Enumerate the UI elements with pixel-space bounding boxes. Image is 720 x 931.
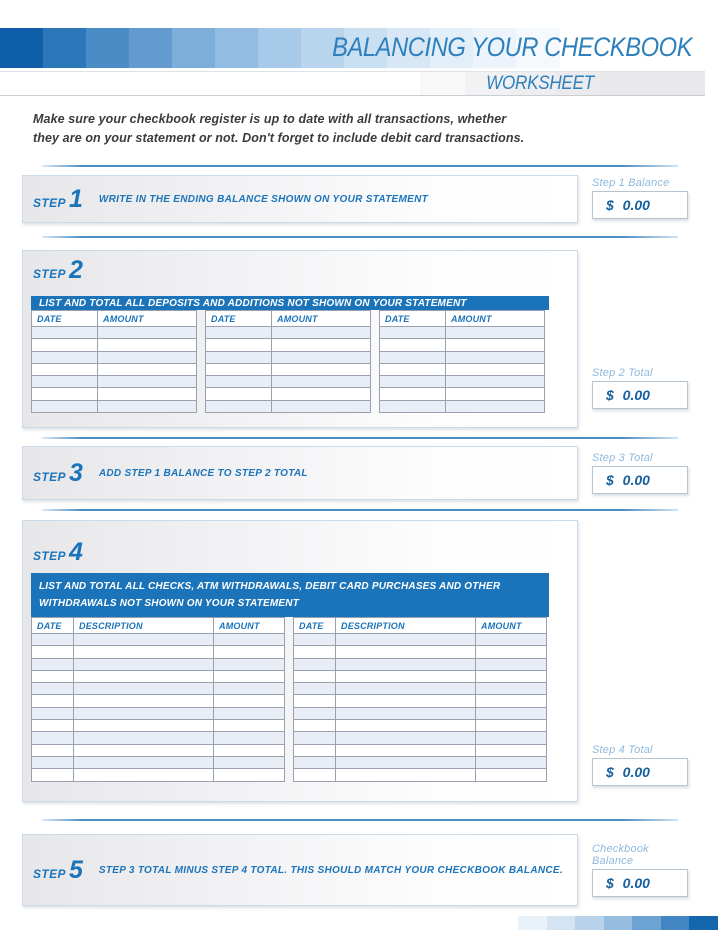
entry-cell-date[interactable] bbox=[206, 327, 272, 339]
entry-cell-description[interactable] bbox=[336, 769, 476, 781]
step-4-total-value: $ 0.00 bbox=[606, 764, 650, 780]
column-header-amount: AMOUNT bbox=[476, 618, 547, 634]
column-header-date: DATE bbox=[294, 618, 336, 634]
entry-cell-description[interactable] bbox=[336, 634, 476, 646]
step-number: 4 bbox=[68, 538, 83, 566]
table-row bbox=[206, 376, 371, 388]
checkbook-balance-field[interactable] bbox=[592, 869, 688, 897]
step-word: STEP bbox=[33, 469, 66, 484]
entry-cell-amount[interactable] bbox=[446, 327, 545, 339]
table-row bbox=[32, 646, 285, 658]
column-header-amount: AMOUNT bbox=[98, 311, 197, 327]
entry-cell-date[interactable] bbox=[206, 388, 272, 400]
column-header-date: DATE bbox=[32, 618, 74, 634]
table-row bbox=[294, 646, 547, 658]
column-header-amount: AMOUNT bbox=[214, 618, 285, 634]
step-number: 5 bbox=[68, 855, 83, 884]
step-1-instruction: WRITE IN THE ENDING BALANCE SHOWN ON YOUR STATEMENT bbox=[98, 193, 429, 205]
table-row bbox=[32, 683, 285, 695]
column-header-date: DATE bbox=[206, 311, 272, 327]
entry-cell-date[interactable] bbox=[294, 720, 336, 732]
table-row bbox=[32, 695, 285, 707]
table-row bbox=[380, 327, 545, 339]
entry-cell-amount[interactable] bbox=[272, 339, 371, 351]
entry-cell-amount[interactable] bbox=[214, 732, 285, 744]
entry-cell-amount[interactable] bbox=[214, 670, 285, 682]
step-1-heading bbox=[33, 184, 83, 213]
entry-cell-date[interactable] bbox=[32, 658, 74, 670]
entry-cell-description[interactable] bbox=[336, 744, 476, 756]
entry-cell-date[interactable] bbox=[380, 351, 446, 363]
table-row bbox=[32, 744, 285, 756]
entry-cell-amount[interactable] bbox=[272, 327, 371, 339]
step-word: STEP bbox=[33, 866, 66, 881]
entry-table-group bbox=[379, 310, 545, 413]
checkbook-balance-label: Checkbook Balance bbox=[592, 843, 649, 867]
entry-cell-amount[interactable] bbox=[98, 363, 197, 375]
entry-cell-date[interactable] bbox=[32, 756, 74, 768]
entry-cell-description[interactable] bbox=[336, 732, 476, 744]
column-header-description: DESCRIPTION bbox=[74, 618, 214, 634]
entry-cell-amount[interactable] bbox=[214, 744, 285, 756]
table-row bbox=[32, 634, 285, 646]
entry-cell-amount[interactable] bbox=[272, 363, 371, 375]
entry-cell-description[interactable] bbox=[74, 634, 214, 646]
entry-table-group bbox=[293, 617, 547, 782]
entry-cell-date[interactable] bbox=[32, 339, 98, 351]
entry-cell-description[interactable] bbox=[336, 658, 476, 670]
page-title: BALANCING YOUR CHECKBOOK bbox=[331, 32, 692, 62]
entry-cell-amount[interactable] bbox=[272, 400, 371, 412]
table-row bbox=[380, 339, 545, 351]
entry-cell-amount[interactable] bbox=[214, 646, 285, 658]
section-divider bbox=[42, 509, 678, 511]
step-4-total-group bbox=[592, 744, 690, 786]
step-3-heading bbox=[33, 458, 83, 487]
entry-cell-amount[interactable] bbox=[446, 339, 545, 351]
entry-cell-amount[interactable] bbox=[476, 695, 547, 707]
entry-cell-amount[interactable] bbox=[98, 351, 197, 363]
entry-cell-description[interactable] bbox=[336, 646, 476, 658]
entry-cell-date[interactable] bbox=[32, 363, 98, 375]
entry-cell-amount[interactable] bbox=[98, 327, 197, 339]
table-row bbox=[294, 732, 547, 744]
entry-cell-date[interactable] bbox=[380, 388, 446, 400]
section-divider bbox=[42, 165, 678, 167]
entry-cell-date[interactable] bbox=[32, 670, 74, 682]
step-4-panel bbox=[22, 520, 578, 802]
entry-cell-date[interactable] bbox=[32, 634, 74, 646]
column-header-date: DATE bbox=[32, 311, 98, 327]
entry-cell-description[interactable] bbox=[336, 670, 476, 682]
step-5-heading bbox=[33, 855, 83, 884]
entry-cell-date[interactable] bbox=[206, 339, 272, 351]
entry-cell-amount[interactable] bbox=[476, 683, 547, 695]
entry-cell-date[interactable] bbox=[32, 744, 74, 756]
entry-cell-description[interactable] bbox=[74, 707, 214, 719]
table-row bbox=[380, 351, 545, 363]
step-5-instruction: STEP 3 TOTAL MINUS STEP 4 TOTAL. THIS SHOULD MATCH YOUR CHECKBOOK BALANCE. bbox=[98, 864, 563, 876]
step-2-total-label: Step 2 Total bbox=[592, 367, 653, 379]
entry-cell-date[interactable] bbox=[380, 400, 446, 412]
entry-cell-amount[interactable] bbox=[98, 400, 197, 412]
entry-cell-description[interactable] bbox=[336, 707, 476, 719]
intro-text bbox=[33, 110, 524, 148]
table-row bbox=[206, 351, 371, 363]
entry-cell-amount[interactable] bbox=[476, 670, 547, 682]
entry-cell-amount[interactable] bbox=[476, 634, 547, 646]
step-word: STEP bbox=[33, 267, 66, 281]
table-row bbox=[32, 400, 197, 412]
entry-cell-date[interactable] bbox=[32, 376, 98, 388]
step-2-panel bbox=[22, 250, 578, 428]
entry-cell-amount[interactable] bbox=[98, 376, 197, 388]
step-5-panel bbox=[22, 834, 578, 906]
entry-cell-amount[interactable] bbox=[476, 769, 547, 781]
entry-cell-date[interactable] bbox=[32, 769, 74, 781]
entry-cell-amount[interactable] bbox=[214, 695, 285, 707]
checkbook-balance-value: $ 0.00 bbox=[606, 875, 650, 891]
step-number: 3 bbox=[68, 458, 83, 487]
entry-cell-date[interactable] bbox=[380, 363, 446, 375]
step-1-balance-value: $ 0.00 bbox=[606, 197, 650, 213]
entry-cell-description[interactable] bbox=[74, 720, 214, 732]
table-row bbox=[32, 339, 197, 351]
entry-cell-description[interactable] bbox=[336, 756, 476, 768]
entry-cell-amount[interactable] bbox=[98, 339, 197, 351]
table-row bbox=[206, 363, 371, 375]
entry-cell-date[interactable] bbox=[32, 695, 74, 707]
table-row bbox=[32, 720, 285, 732]
step-2-table bbox=[31, 310, 545, 413]
entry-cell-description[interactable] bbox=[336, 683, 476, 695]
entry-cell-amount[interactable] bbox=[446, 388, 545, 400]
table-row bbox=[294, 769, 547, 781]
entry-cell-date[interactable] bbox=[294, 744, 336, 756]
step-4-total-field[interactable] bbox=[592, 758, 688, 786]
step-4-total-label: Step 4 Total bbox=[592, 744, 653, 756]
step-2-table-banner: LIST AND TOTAL ALL DEPOSITS AND ADDITIONS NOT SHOWN ON YOUR STATEMENT bbox=[31, 296, 549, 310]
step-3-total-group bbox=[592, 452, 690, 494]
table-row bbox=[206, 327, 371, 339]
footer-gradient-bar bbox=[490, 916, 718, 930]
table-row bbox=[32, 707, 285, 719]
entry-cell-date[interactable] bbox=[32, 732, 74, 744]
entry-cell-amount[interactable] bbox=[476, 744, 547, 756]
table-row bbox=[294, 695, 547, 707]
entry-cell-description[interactable] bbox=[74, 670, 214, 682]
table-row bbox=[294, 670, 547, 682]
entry-cell-date[interactable] bbox=[380, 339, 446, 351]
page-subtitle: WORKSHEET bbox=[486, 73, 594, 94]
entry-cell-amount[interactable] bbox=[214, 634, 285, 646]
entry-table-group bbox=[31, 310, 197, 413]
entry-cell-date[interactable] bbox=[32, 646, 74, 658]
entry-cell-description[interactable] bbox=[336, 720, 476, 732]
entry-cell-amount[interactable] bbox=[272, 388, 371, 400]
entry-cell-date[interactable] bbox=[380, 376, 446, 388]
section-divider bbox=[42, 819, 678, 821]
step-number: 1 bbox=[68, 184, 83, 213]
entry-cell-amount[interactable] bbox=[214, 707, 285, 719]
entry-cell-date[interactable] bbox=[32, 707, 74, 719]
table-row bbox=[294, 756, 547, 768]
entry-cell-description[interactable] bbox=[74, 646, 214, 658]
table-row bbox=[206, 388, 371, 400]
table-row bbox=[206, 339, 371, 351]
entry-cell-date[interactable] bbox=[294, 769, 336, 781]
step-word: STEP bbox=[33, 195, 66, 210]
entry-cell-date[interactable] bbox=[32, 388, 98, 400]
entry-cell-amount[interactable] bbox=[476, 646, 547, 658]
column-header-amount: AMOUNT bbox=[446, 311, 545, 327]
checkbook-balance-group bbox=[592, 843, 690, 897]
table-row bbox=[294, 634, 547, 646]
entry-cell-amount[interactable] bbox=[446, 376, 545, 388]
entry-cell-amount[interactable] bbox=[476, 732, 547, 744]
entry-table-group bbox=[31, 617, 285, 782]
entry-cell-date[interactable] bbox=[380, 327, 446, 339]
entry-cell-amount[interactable] bbox=[476, 756, 547, 768]
step-1-panel bbox=[22, 175, 578, 223]
table-row bbox=[32, 363, 197, 375]
entry-cell-date[interactable] bbox=[32, 351, 98, 363]
step-1-balance-label: Step 1 Balance bbox=[592, 177, 670, 189]
step-3-panel bbox=[22, 446, 578, 500]
table-row bbox=[380, 363, 545, 375]
entry-cell-amount[interactable] bbox=[272, 376, 371, 388]
entry-cell-amount[interactable] bbox=[272, 351, 371, 363]
table-row bbox=[32, 732, 285, 744]
column-header-date: DATE bbox=[380, 311, 446, 327]
section-divider bbox=[42, 437, 678, 439]
table-row bbox=[380, 388, 545, 400]
entry-cell-amount[interactable] bbox=[476, 658, 547, 670]
entry-cell-amount[interactable] bbox=[214, 756, 285, 768]
entry-cell-date[interactable] bbox=[294, 756, 336, 768]
entry-cell-date[interactable] bbox=[32, 683, 74, 695]
entry-cell-date[interactable] bbox=[294, 707, 336, 719]
step-4-heading bbox=[33, 538, 83, 566]
table-row bbox=[294, 683, 547, 695]
entry-cell-description[interactable] bbox=[74, 683, 214, 695]
step-2-heading bbox=[33, 256, 83, 284]
table-row bbox=[32, 670, 285, 682]
entry-cell-description[interactable] bbox=[74, 658, 214, 670]
entry-cell-date[interactable] bbox=[294, 634, 336, 646]
entry-cell-description[interactable] bbox=[74, 756, 214, 768]
entry-cell-amount[interactable] bbox=[446, 351, 545, 363]
section-divider bbox=[42, 236, 678, 238]
step-number: 2 bbox=[68, 256, 83, 284]
column-header-description: DESCRIPTION bbox=[336, 618, 476, 634]
table-row bbox=[380, 400, 545, 412]
table-row bbox=[294, 658, 547, 670]
table-row bbox=[294, 744, 547, 756]
entry-cell-date[interactable] bbox=[294, 646, 336, 658]
entry-cell-date[interactable] bbox=[294, 695, 336, 707]
step-word: STEP bbox=[33, 549, 66, 563]
entry-cell-description[interactable] bbox=[74, 732, 214, 744]
step-4-table bbox=[31, 617, 547, 782]
entry-cell-date[interactable] bbox=[294, 732, 336, 744]
column-header-amount: AMOUNT bbox=[272, 311, 371, 327]
entry-cell-description[interactable] bbox=[74, 695, 214, 707]
entry-cell-description[interactable] bbox=[336, 695, 476, 707]
entry-cell-description[interactable] bbox=[74, 744, 214, 756]
step-2-total-group bbox=[592, 367, 690, 409]
table-row bbox=[32, 769, 285, 781]
table-row bbox=[32, 756, 285, 768]
intro-line-1: Make sure your checkbook register is up to date with all transactions, whether bbox=[33, 112, 507, 126]
entry-cell-date[interactable] bbox=[206, 376, 272, 388]
table-row bbox=[32, 388, 197, 400]
step-2-total-value: $ 0.00 bbox=[606, 387, 650, 403]
table-row bbox=[380, 376, 545, 388]
entry-cell-date[interactable] bbox=[294, 670, 336, 682]
entry-cell-date[interactable] bbox=[32, 400, 98, 412]
entry-table-group bbox=[205, 310, 371, 413]
table-row bbox=[32, 658, 285, 670]
step-2-total-field[interactable] bbox=[592, 381, 688, 409]
entry-cell-amount[interactable] bbox=[446, 363, 545, 375]
table-row bbox=[32, 376, 197, 388]
entry-cell-date[interactable] bbox=[32, 327, 98, 339]
entry-cell-description[interactable] bbox=[74, 769, 214, 781]
entry-cell-date[interactable] bbox=[294, 683, 336, 695]
step-4-table-banner: LIST AND TOTAL ALL CHECKS, ATM WITHDRAWALS, DEBIT CARD PURCHASES AND OTHER WITHDRAWALS NOT SHOWN ON YOUR STATEMENT bbox=[31, 573, 549, 617]
step-3-instruction: ADD STEP 1 BALANCE TO STEP 2 TOTAL bbox=[98, 467, 308, 479]
table-row bbox=[32, 327, 197, 339]
entry-cell-date[interactable] bbox=[206, 363, 272, 375]
step-3-total-value: $ 0.00 bbox=[606, 472, 650, 488]
intro-line-2: they are on your statement or not. Don't forget to include debit card transactions. bbox=[33, 130, 525, 145]
entry-cell-amount[interactable] bbox=[214, 769, 285, 781]
table-row bbox=[206, 400, 371, 412]
entry-cell-amount[interactable] bbox=[476, 720, 547, 732]
table-row bbox=[32, 351, 197, 363]
step-3-total-label: Step 3 Total bbox=[592, 452, 653, 464]
entry-cell-amount[interactable] bbox=[214, 658, 285, 670]
entry-cell-date[interactable] bbox=[206, 400, 272, 412]
entry-cell-amount[interactable] bbox=[98, 388, 197, 400]
step-3-total-field[interactable] bbox=[592, 466, 688, 494]
entry-cell-date[interactable] bbox=[294, 658, 336, 670]
entry-cell-date[interactable] bbox=[206, 351, 272, 363]
entry-cell-amount[interactable] bbox=[214, 720, 285, 732]
entry-cell-date[interactable] bbox=[32, 720, 74, 732]
entry-cell-amount[interactable] bbox=[214, 683, 285, 695]
table-row bbox=[294, 720, 547, 732]
step-1-total-group bbox=[592, 177, 690, 219]
entry-cell-amount[interactable] bbox=[476, 707, 547, 719]
entry-cell-amount[interactable] bbox=[446, 400, 545, 412]
table-row bbox=[294, 707, 547, 719]
step-1-balance-field[interactable] bbox=[592, 191, 688, 219]
